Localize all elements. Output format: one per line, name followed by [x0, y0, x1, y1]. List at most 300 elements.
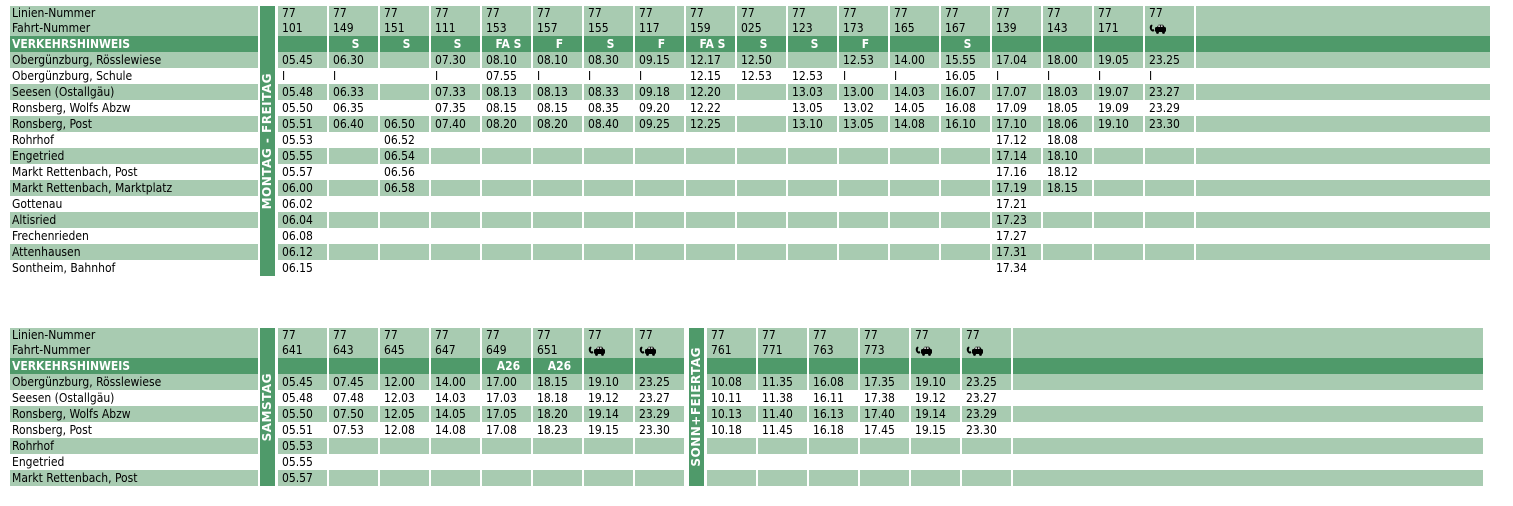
departure-time — [860, 438, 911, 454]
departure-time — [941, 132, 992, 148]
departure-time: 16.10 — [941, 116, 992, 132]
filler-cell — [1013, 422, 1485, 438]
call-bus-icon — [1149, 23, 1167, 35]
departure-time — [941, 212, 992, 228]
departure-time — [758, 454, 809, 470]
line-number-cell: 77 — [890, 6, 941, 21]
line-number-cell: 77 — [860, 328, 911, 343]
departure-time — [584, 438, 635, 454]
stop-row — [10, 260, 1492, 276]
filler-cell — [1013, 390, 1485, 406]
line-number-cell: 77 — [584, 6, 635, 21]
departure-time — [686, 212, 737, 228]
line-number-cell: 77 — [635, 6, 686, 21]
departure-time — [1145, 260, 1196, 276]
departure-time: 09.15 — [635, 52, 686, 68]
departure-time: 05.53 — [278, 438, 329, 454]
notice-cell: S — [329, 36, 380, 52]
trip-number-cell: 157 — [533, 21, 584, 36]
stop-name: Obergünzburg, Rösslewiese — [10, 374, 260, 390]
departure-time — [1043, 212, 1094, 228]
departure-time: 23.30 — [1145, 116, 1196, 132]
stop-name: Frechenrieden — [10, 228, 260, 244]
departure-time — [788, 148, 839, 164]
departure-time — [584, 132, 635, 148]
departure-time: 17.31 — [992, 244, 1043, 260]
departure-time — [890, 260, 941, 276]
departure-time — [737, 196, 788, 212]
departure-time — [635, 132, 686, 148]
departure-time: I — [1094, 68, 1145, 84]
departure-time: 14.05 — [890, 100, 941, 116]
departure-time: 07.48 — [329, 390, 380, 406]
stop-name: Rohrhof — [10, 132, 260, 148]
departure-time — [584, 228, 635, 244]
trip-number-cell: 155 — [584, 21, 635, 36]
notice-cell — [1043, 36, 1094, 52]
stop-name: Ronsberg, Wolfs Abzw — [10, 406, 260, 422]
departure-time: 19.09 — [1094, 100, 1145, 116]
departure-time: 18.06 — [1043, 116, 1094, 132]
departure-time — [788, 180, 839, 196]
departure-time — [431, 196, 482, 212]
departure-time — [839, 260, 890, 276]
departure-time — [635, 164, 686, 180]
notice-cell: FA S — [686, 36, 737, 52]
departure-time — [584, 164, 635, 180]
departure-time — [1145, 132, 1196, 148]
line-number-cell: 77 — [278, 6, 329, 21]
trip-number-label: Fahrt-Nummer — [10, 21, 260, 36]
sunday-holiday-label-text: SONN+FEIERTAG — [689, 347, 703, 467]
departure-time: 12.05 — [380, 406, 431, 422]
departure-time: 12.53 — [788, 68, 839, 84]
departure-time: 14.08 — [890, 116, 941, 132]
line-number-cell: 77 — [839, 6, 890, 21]
departure-time — [809, 470, 860, 486]
departure-time — [431, 454, 482, 470]
stop-row — [10, 212, 1492, 228]
stop-name: Ronsberg, Post — [10, 116, 260, 132]
departure-time — [788, 260, 839, 276]
departure-time — [890, 132, 941, 148]
filler-cell — [1013, 328, 1485, 343]
departure-time: 08.40 — [584, 116, 635, 132]
departure-time: 19.10 — [911, 374, 962, 390]
notice-row — [10, 36, 1492, 52]
departure-time: 17.00 — [482, 374, 533, 390]
departure-time: 12.53 — [839, 52, 890, 68]
trip-number-cell: 117 — [635, 21, 686, 36]
departure-time — [1094, 228, 1145, 244]
departure-time — [809, 438, 860, 454]
notice-cell — [1145, 36, 1196, 52]
departure-time: 16.07 — [941, 84, 992, 100]
trip-number-row — [10, 343, 1485, 358]
notice-cell — [431, 358, 482, 374]
call-bus-icon — [915, 345, 933, 357]
departure-time: 17.38 — [860, 390, 911, 406]
trip-number-cell: 651 — [533, 343, 584, 358]
departure-time: 19.12 — [584, 390, 635, 406]
departure-time: 08.33 — [584, 84, 635, 100]
departure-time: 17.08 — [482, 422, 533, 438]
departure-time: 06.00 — [278, 180, 329, 196]
line-number-cell: 77 — [707, 328, 758, 343]
notice-cell — [992, 36, 1043, 52]
stop-row — [10, 52, 1492, 68]
notice-cell — [1094, 36, 1145, 52]
departure-time — [788, 212, 839, 228]
trip-number-cell: 151 — [380, 21, 431, 36]
stop-name: Engetried — [10, 454, 260, 470]
departure-time — [962, 438, 1013, 454]
notice-cell — [635, 358, 686, 374]
departure-time: 08.15 — [533, 100, 584, 116]
departure-time — [962, 470, 1013, 486]
departure-time — [584, 260, 635, 276]
stop-name: Markt Rettenbach, Marktplatz — [10, 180, 260, 196]
departure-time: 16.13 — [809, 406, 860, 422]
departure-time — [707, 454, 758, 470]
filler-cell — [1196, 52, 1492, 68]
notice-cell — [329, 358, 380, 374]
departure-time: I — [992, 68, 1043, 84]
departure-time: 19.05 — [1094, 52, 1145, 68]
departure-time — [533, 244, 584, 260]
departure-time: 17.04 — [992, 52, 1043, 68]
departure-time — [839, 132, 890, 148]
departure-time: 12.00 — [380, 374, 431, 390]
filler-cell — [1196, 36, 1492, 52]
departure-time: I — [839, 68, 890, 84]
departure-time: 10.18 — [707, 422, 758, 438]
departure-time — [737, 116, 788, 132]
stop-row — [10, 196, 1492, 212]
trip-number-cell: 101 — [278, 21, 329, 36]
departure-time: 10.13 — [707, 406, 758, 422]
departure-time: 05.57 — [278, 164, 329, 180]
departure-time — [737, 212, 788, 228]
notice-cell — [380, 358, 431, 374]
trip-number-label: Fahrt-Nummer — [10, 343, 260, 358]
stop-name: Seesen (Ostallgäu) — [10, 390, 260, 406]
departure-time: 05.50 — [278, 100, 329, 116]
filler-cell — [1196, 148, 1492, 164]
departure-time — [635, 438, 686, 454]
filler-cell — [1196, 116, 1492, 132]
departure-time: 18.18 — [533, 390, 584, 406]
departure-time: 12.25 — [686, 116, 737, 132]
departure-time: 16.05 — [941, 68, 992, 84]
departure-time: 12.08 — [380, 422, 431, 438]
departure-time: 05.45 — [278, 374, 329, 390]
departure-time: 11.45 — [758, 422, 809, 438]
call-bus-icon — [588, 345, 606, 357]
trip-number-cell: 773 — [860, 343, 911, 358]
departure-time: 17.23 — [992, 212, 1043, 228]
call-bus-cell — [584, 343, 635, 358]
departure-time: 06.54 — [380, 148, 431, 164]
stop-row — [10, 116, 1492, 132]
departure-time — [758, 438, 809, 454]
departure-time — [635, 180, 686, 196]
departure-time: 07.50 — [329, 406, 380, 422]
notice-cell: S — [941, 36, 992, 52]
departure-time — [482, 132, 533, 148]
line-number-cell: 77 — [635, 328, 686, 343]
filler-cell — [1013, 343, 1485, 358]
trip-number-cell: 173 — [839, 21, 890, 36]
departure-time — [1094, 196, 1145, 212]
departure-time — [737, 84, 788, 100]
departure-time — [380, 84, 431, 100]
departure-time: 18.00 — [1043, 52, 1094, 68]
departure-time: 06.52 — [380, 132, 431, 148]
stop-name: Rohrhof — [10, 438, 260, 454]
departure-time — [1145, 148, 1196, 164]
departure-time — [431, 180, 482, 196]
departure-time: 23.30 — [635, 422, 686, 438]
departure-time — [737, 244, 788, 260]
trip-number-cell: 143 — [1043, 21, 1094, 36]
line-number-cell: 77 — [329, 6, 380, 21]
departure-time: 17.10 — [992, 116, 1043, 132]
departure-time: 12.17 — [686, 52, 737, 68]
line-number-cell: 77 — [788, 6, 839, 21]
departure-time — [533, 148, 584, 164]
departure-time — [1145, 180, 1196, 196]
departure-time: 16.08 — [941, 100, 992, 116]
line-number-cell: 77 — [533, 328, 584, 343]
trip-number-cell: 149 — [329, 21, 380, 36]
departure-time — [329, 148, 380, 164]
stop-row — [10, 406, 1485, 422]
departure-time — [941, 244, 992, 260]
departure-time: 17.12 — [992, 132, 1043, 148]
departure-time: 09.25 — [635, 116, 686, 132]
departure-time — [533, 132, 584, 148]
trip-number-cell: 643 — [329, 343, 380, 358]
filler-cell — [1013, 358, 1485, 374]
stop-name: Altisried — [10, 212, 260, 228]
filler-cell — [1196, 228, 1492, 244]
departure-time — [431, 228, 482, 244]
departure-time — [329, 196, 380, 212]
trip-number-cell: 641 — [278, 343, 329, 358]
departure-time — [686, 148, 737, 164]
departure-time — [482, 180, 533, 196]
departure-time: 13.03 — [788, 84, 839, 100]
departure-time — [380, 100, 431, 116]
departure-time: 07.55 — [482, 68, 533, 84]
notice-row — [10, 358, 1485, 374]
departure-time: 17.03 — [482, 390, 533, 406]
departure-time — [431, 470, 482, 486]
line-number-cell: 77 — [737, 6, 788, 21]
departure-time — [707, 470, 758, 486]
departure-time: 05.50 — [278, 406, 329, 422]
departure-time: 16.11 — [809, 390, 860, 406]
notice-cell — [962, 358, 1013, 374]
line-number-row — [10, 6, 1492, 21]
trip-number-cell: 025 — [737, 21, 788, 36]
departure-time — [533, 470, 584, 486]
trip-number-cell: 139 — [992, 21, 1043, 36]
departure-time: 10.08 — [707, 374, 758, 390]
departure-time — [533, 180, 584, 196]
departure-time — [431, 148, 482, 164]
departure-time — [380, 212, 431, 228]
departure-time: 07.45 — [329, 374, 380, 390]
departure-time: 23.25 — [1145, 52, 1196, 68]
stop-name: Attenhausen — [10, 244, 260, 260]
departure-time: 17.07 — [992, 84, 1043, 100]
departure-time: 06.08 — [278, 228, 329, 244]
filler-cell — [1196, 68, 1492, 84]
line-number-cell: 77 — [482, 6, 533, 21]
call-bus-cell — [635, 343, 686, 358]
departure-time: 13.10 — [788, 116, 839, 132]
departure-time — [686, 260, 737, 276]
departure-time: 06.50 — [380, 116, 431, 132]
departure-time — [839, 212, 890, 228]
notice-cell — [758, 358, 809, 374]
departure-time: 06.35 — [329, 100, 380, 116]
departure-time — [1145, 244, 1196, 260]
filler-cell — [1196, 212, 1492, 228]
departure-time — [482, 228, 533, 244]
departure-time — [533, 438, 584, 454]
line-number-cell: 77 — [962, 328, 1013, 343]
notice-cell — [809, 358, 860, 374]
stop-row — [10, 132, 1492, 148]
notice-cell — [278, 358, 329, 374]
departure-time: 19.15 — [911, 422, 962, 438]
departure-time: 17.09 — [992, 100, 1043, 116]
line-number-cell: 77 — [941, 6, 992, 21]
departure-time — [737, 132, 788, 148]
departure-time: 05.55 — [278, 454, 329, 470]
departure-time: 19.10 — [584, 374, 635, 390]
departure-time: 11.40 — [758, 406, 809, 422]
departure-time: 13.05 — [788, 100, 839, 116]
departure-time: 12.53 — [737, 68, 788, 84]
stop-row — [10, 422, 1485, 438]
call-bus-icon — [966, 345, 984, 357]
departure-time — [941, 196, 992, 212]
stop-row — [10, 164, 1492, 180]
departure-time — [482, 244, 533, 260]
notice-label: VERKEHRSHINWEIS — [10, 358, 260, 374]
departure-time: 23.29 — [1145, 100, 1196, 116]
notice-cell: F — [635, 36, 686, 52]
departure-time — [1094, 180, 1145, 196]
filler-cell — [1196, 21, 1492, 36]
stop-row — [10, 68, 1492, 84]
departure-time — [482, 148, 533, 164]
departure-time — [1094, 132, 1145, 148]
departure-time: 08.13 — [533, 84, 584, 100]
departure-time: 05.51 — [278, 422, 329, 438]
call-bus-cell — [1145, 21, 1196, 36]
departure-time — [329, 470, 380, 486]
departure-time — [860, 470, 911, 486]
departure-time: 17.45 — [860, 422, 911, 438]
departure-time — [431, 260, 482, 276]
line-number-cell: 77 — [1145, 6, 1196, 21]
departure-time: 08.13 — [482, 84, 533, 100]
departure-time: 13.05 — [839, 116, 890, 132]
departure-time — [431, 244, 482, 260]
departure-time: 15.55 — [941, 52, 992, 68]
trip-number-cell: 165 — [890, 21, 941, 36]
notice-cell: A26 — [533, 358, 584, 374]
departure-time — [329, 180, 380, 196]
departure-time: 23.27 — [962, 390, 1013, 406]
filler-cell — [1196, 164, 1492, 180]
trip-number-cell: 159 — [686, 21, 737, 36]
departure-time: 07.40 — [431, 116, 482, 132]
departure-time — [329, 132, 380, 148]
departure-time — [941, 260, 992, 276]
departure-time — [839, 164, 890, 180]
departure-time: 06.04 — [278, 212, 329, 228]
departure-time: 05.51 — [278, 116, 329, 132]
departure-time: 23.27 — [635, 390, 686, 406]
notice-cell: S — [788, 36, 839, 52]
trip-number-cell: 171 — [1094, 21, 1145, 36]
departure-time — [533, 228, 584, 244]
line-number-cell: 77 — [482, 328, 533, 343]
departure-time: 05.48 — [278, 84, 329, 100]
departure-time: 05.55 — [278, 148, 329, 164]
departure-time — [839, 228, 890, 244]
departure-time — [431, 164, 482, 180]
trip-number-cell: 647 — [431, 343, 482, 358]
departure-time: 05.48 — [278, 390, 329, 406]
departure-time — [482, 260, 533, 276]
weekday-timetable — [10, 6, 1492, 276]
departure-time: 23.27 — [1145, 84, 1196, 100]
sunday-holiday-label — [686, 328, 707, 486]
departure-time — [686, 180, 737, 196]
filler-cell — [1196, 260, 1492, 276]
trip-number-cell: 645 — [380, 343, 431, 358]
filler-cell — [1013, 374, 1485, 390]
departure-time: 18.12 — [1043, 164, 1094, 180]
departure-time: 08.20 — [482, 116, 533, 132]
departure-time: 14.00 — [431, 374, 482, 390]
departure-time — [890, 212, 941, 228]
departure-time — [482, 438, 533, 454]
departure-time — [962, 454, 1013, 470]
departure-time: 17.16 — [992, 164, 1043, 180]
departure-time — [860, 454, 911, 470]
notice-cell — [584, 358, 635, 374]
departure-time: 17.34 — [992, 260, 1043, 276]
departure-time: I — [890, 68, 941, 84]
departure-time: 14.03 — [431, 390, 482, 406]
stop-name: Ronsberg, Post — [10, 422, 260, 438]
departure-time — [635, 148, 686, 164]
departure-time: 17.40 — [860, 406, 911, 422]
departure-time — [533, 260, 584, 276]
departure-time — [380, 52, 431, 68]
departure-time — [329, 438, 380, 454]
departure-time — [890, 244, 941, 260]
departure-time — [482, 212, 533, 228]
